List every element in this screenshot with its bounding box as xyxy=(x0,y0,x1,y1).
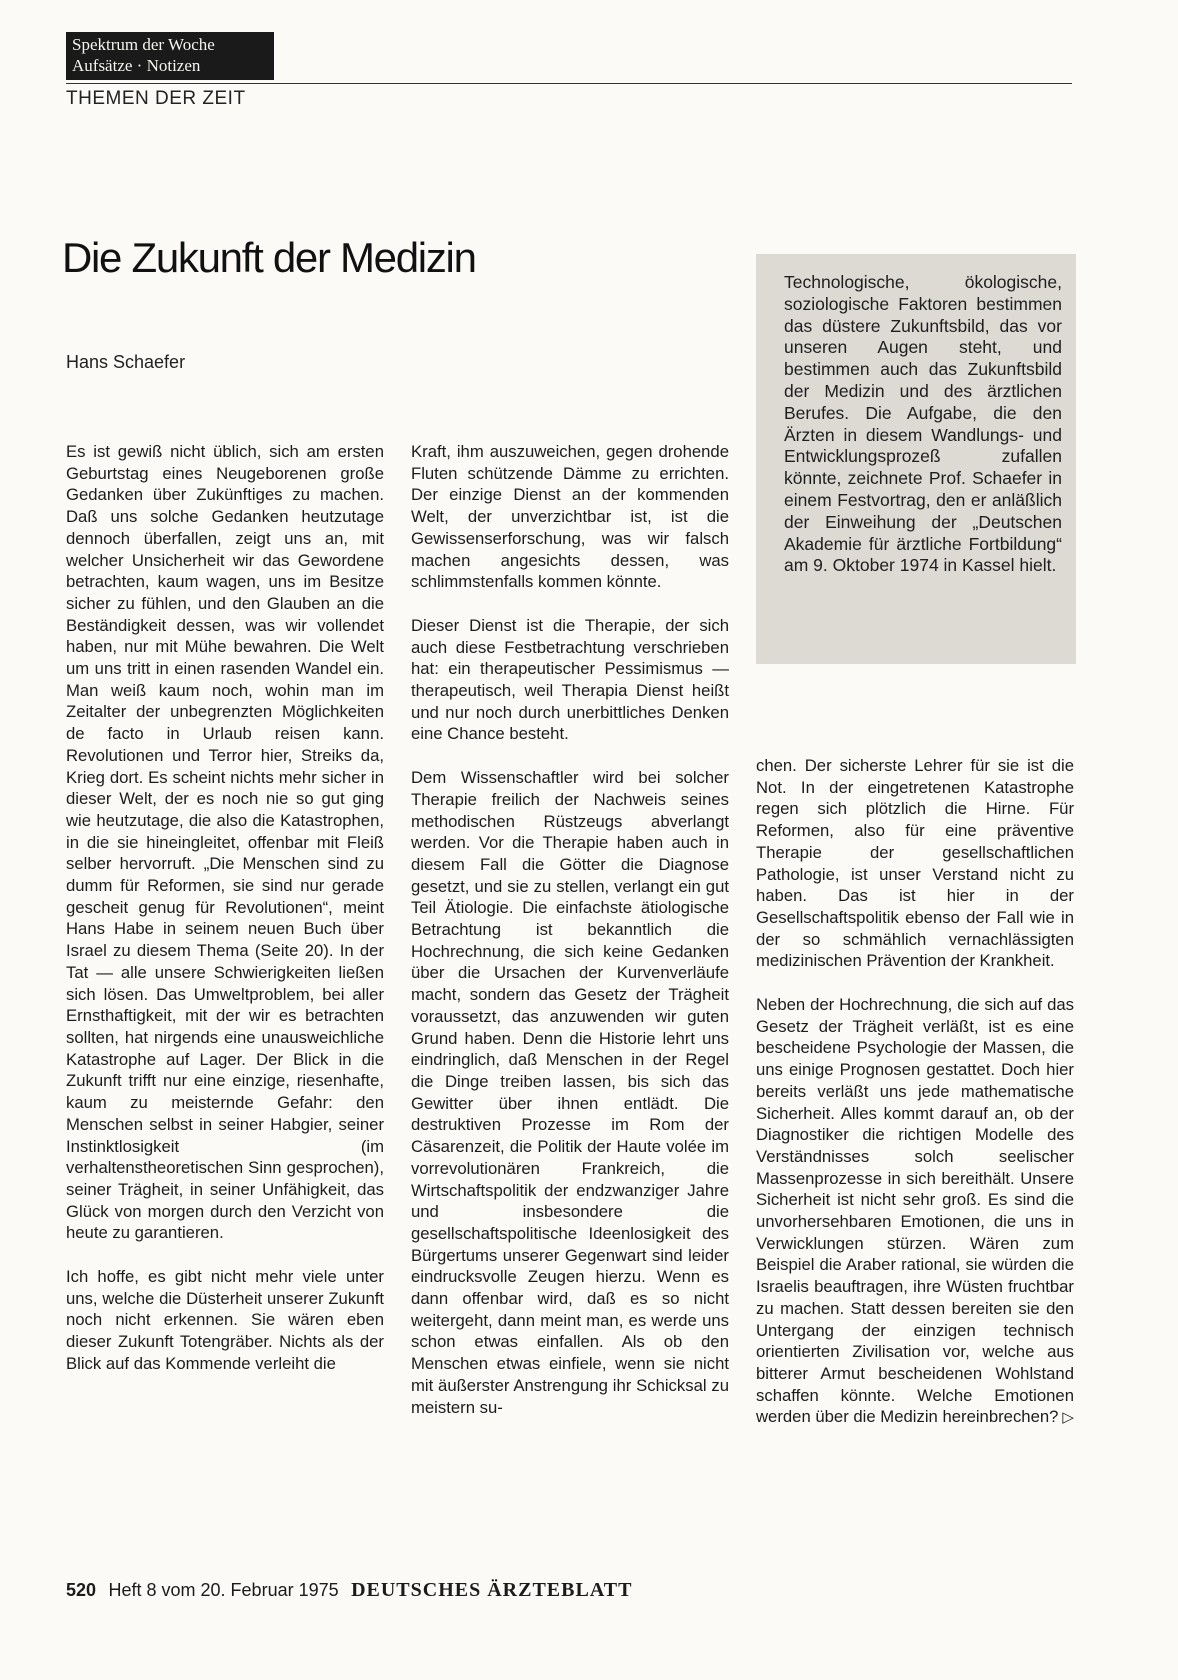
text-column-3 xyxy=(756,755,1074,1429)
continued-arrow-icon: ▷ xyxy=(1062,1409,1074,1427)
issue-info: Heft 8 vom 20. Februar 1975 xyxy=(108,1580,339,1600)
article-author: Hans Schaefer xyxy=(66,352,186,372)
paragraph: Dieser Dienst ist die Therapie, der sich auch diese Festbetrachtung verschrieben hat: ein therapeutischer Pessimismus — therapeutisch, weil Therapia Dienst heißt und nur noch durch unerbittliches Denken eine Chance besteht. xyxy=(411,615,729,744)
section-tag-line-2: Aufsätze · Notizen xyxy=(72,56,201,75)
paragraph-last xyxy=(756,994,1074,1429)
page-footer xyxy=(66,1579,632,1602)
text-column-2 xyxy=(411,441,729,1418)
journal-name: DEUTSCHES ÄRZTEBLATT xyxy=(351,1579,633,1601)
paragraph: Kraft, ihm auszuweichen, gegen drohende Fluten schützende Dämme zu errichten. Der einzige Dienst an der kommenden Welt, der unverzichtbar ist, ist die Gewissenserforschung, was wir falsch machen angesichts dessen, was schlimmstenfalls kommen könnte. xyxy=(411,442,729,592)
paragraph-text: Neben der Hochrechnung, die sich auf das Gesetz der Trägheit verläßt, ist es eine bescheidene Psychologie der Massen, die uns einige Prognosen gestattet. Doch hier bereits verläßt uns jede mathematische Sicherheit. Alles kommt darauf an, ob der Diagnostiker die richtigen Modelle des Verständnisses solch seelischer Massenprozesse in sich bereithält. Unsere Sicherheit ist nicht sehr groß. Es sind die unvorhersehbaren Emotionen, die uns in Verwicklungen stürzen. Wären zum Beispiel die Araber rational, sie würden die Israelis beauftragen, ihre Wüsten fruchtbar zu machen. Statt dessen bereiten sie den Untergang der einzigen technisch orientierten Zivilisation vor, welche aus bitterer Armut bescheidenen Wohlstand schaffen könnte. Welche Emotionen werden über die Medizin hereinbrechen? xyxy=(756,995,1074,1427)
section-tag-line-1: Spektrum der Woche xyxy=(72,35,215,54)
section-tag xyxy=(66,32,274,80)
text-column-1 xyxy=(66,441,384,1375)
paragraph: Dem Wissenschaftler wird bei solcher Therapie freilich der Nachweis seines methodischen Rüstzeugs abverlangt werden. Vor die Therapie haben auch in diesem Fall die Götter die Diagnose gesetzt, und sie zu stellen, verlangt ein gut Teil Ätiologie. Die einfachste ätiologische Betrachtung ist bekanntlich die Hochrechnung, die sich keine Gedanken über die Ursachen der Kurvenverläufe macht, sondern das Gesetz der Trägheit voraussetzt, das anzuwenden wir guten Grund haben. Denn die Historie lehrt uns eindringlich, daß Menschen in der Regel die Dinge treiben lassen, bis sich das Gewitter über ihnen entlädt. Die destruktiven Prozesse im Rom der Cäsarenzeit, die Politik der Haute volée im vorrevolutionären Frankreich, die Wirtschaftspolitik der endzwanziger Jahre und insbesondere die gesellschaftspolitische Ideenlosigkeit des Bürgertums unserer Gegenwart sind leider eindrucksvolle Zeugen hierzu. Wenn es dann offenbar wird, daß es so nicht weitergeht, dann meint man, es werde uns schon etwas einfallen. Als ob den Menschen etwas einfiele, wenn sie nicht mit äußerster Anstrengung ihr Schicksal zu meistern su- xyxy=(411,768,729,1417)
article-headline: Die Zukunft der Medizin xyxy=(62,234,476,281)
paragraph: Ich hoffe, es gibt nicht mehr viele unter uns, welche die Düsterheit unserer Zukunft noch nicht erkennen. Sie wären eben dieser Zukunft Totengräber. Nichts als der Blick auf das Kommende verleiht die xyxy=(66,1267,384,1373)
intro-callout-box xyxy=(756,254,1076,664)
page-number: 520 xyxy=(66,1580,97,1600)
intro-callout-text: Technologische, ökologische, soziologische Faktoren bestimmen das düstere Zukunftsbild, das vor unseren Augen steht, und bestimmen auch das Zukunftsbild der Medizin und des ärztlichen Berufes. Die Aufgabe, die den Ärzten in diesem Wandlungs- und Entwicklungsprozeß zufallen könnte, zeichnete Prof. Schaefer in einem Festvortrag, den er anläßlich der Einweihung der „Deutschen Akademie für ärztliche Fortbildung“ am 9. Oktober 1974 in Kassel hielt. xyxy=(784,272,1062,576)
header-rule xyxy=(66,83,1072,84)
paragraph: chen. Der sicherste Lehrer für sie ist die Not. In der eingetretenen Katastrophe regen sich plötzlich die Hirne. Für Reformen, also für eine präventive Therapie der gesellschaftlichen Pathologie, ist unser Verstand nicht zu haben. Das ist hier in der Gesellschaftspolitik ebenso der Fall wie in der so schmählich vernachlässigten medizinischen Prävention der Krankheit. xyxy=(756,756,1074,971)
paragraph: Es ist gewiß nicht üblich, sich am ersten Geburtstag eines Neugeborenen große Gedanken über Zukünftiges zu machen. Daß uns solche Gedanken heutzutage dennoch überfallen, zeigt uns an, mit welcher Unsicherheit wir das Gewordene betrachten, kaum wagen, uns im Besitze sicher zu fühlen, und den Glauben an die Beständigkeit dessen, was wir vollendet haben, nur mit Mühe bewahren. Die Welt um uns tritt in einen rasenden Wandel ein. Man weiß kaum noch, wohin man im Zeitalter der unbegrenzten Möglichkeiten de facto in Urlaub reisen kann. Revolutionen und Terror hier, Streiks da, Krieg dort. Es scheint nichts mehr sicher in dieser Welt, der es noch nie so gut ging wie heutzutage, die also die Katastrophen, in die sie hineingleitet, offenbar mit Fleiß selber hervorruft. „Die Menschen sind zu dumm für Reformen, sie sind nur gerade gescheit genug für Revolutionen“, meint Hans Habe in seinem neuen Buch über Israel zu diesem Thema (Seite 20). In der Tat — alle unsere Schwierigkeiten ließen sich lösen. Das Umweltproblem, bei aller Ernsthaftigkeit, mit der wir es betrachten sollten, hat nirgends eine unausweichliche Katastrophe auf Lager. Der Blick in die Zukunft trifft nur eine einzige, riesenhafte, kaum zu meisternde Gefahr: den Menschen selbst in seiner Habgier, seiner Instinktlosigkeit (im verhaltenstheoretischen Sinn gesprochen), seiner Trägheit, in seiner Unfähigkeit, das Glück von morgen durch den Verzicht von heute zu garantieren. xyxy=(66,442,384,1243)
section-kicker: THEMEN DER ZEIT xyxy=(66,88,246,109)
